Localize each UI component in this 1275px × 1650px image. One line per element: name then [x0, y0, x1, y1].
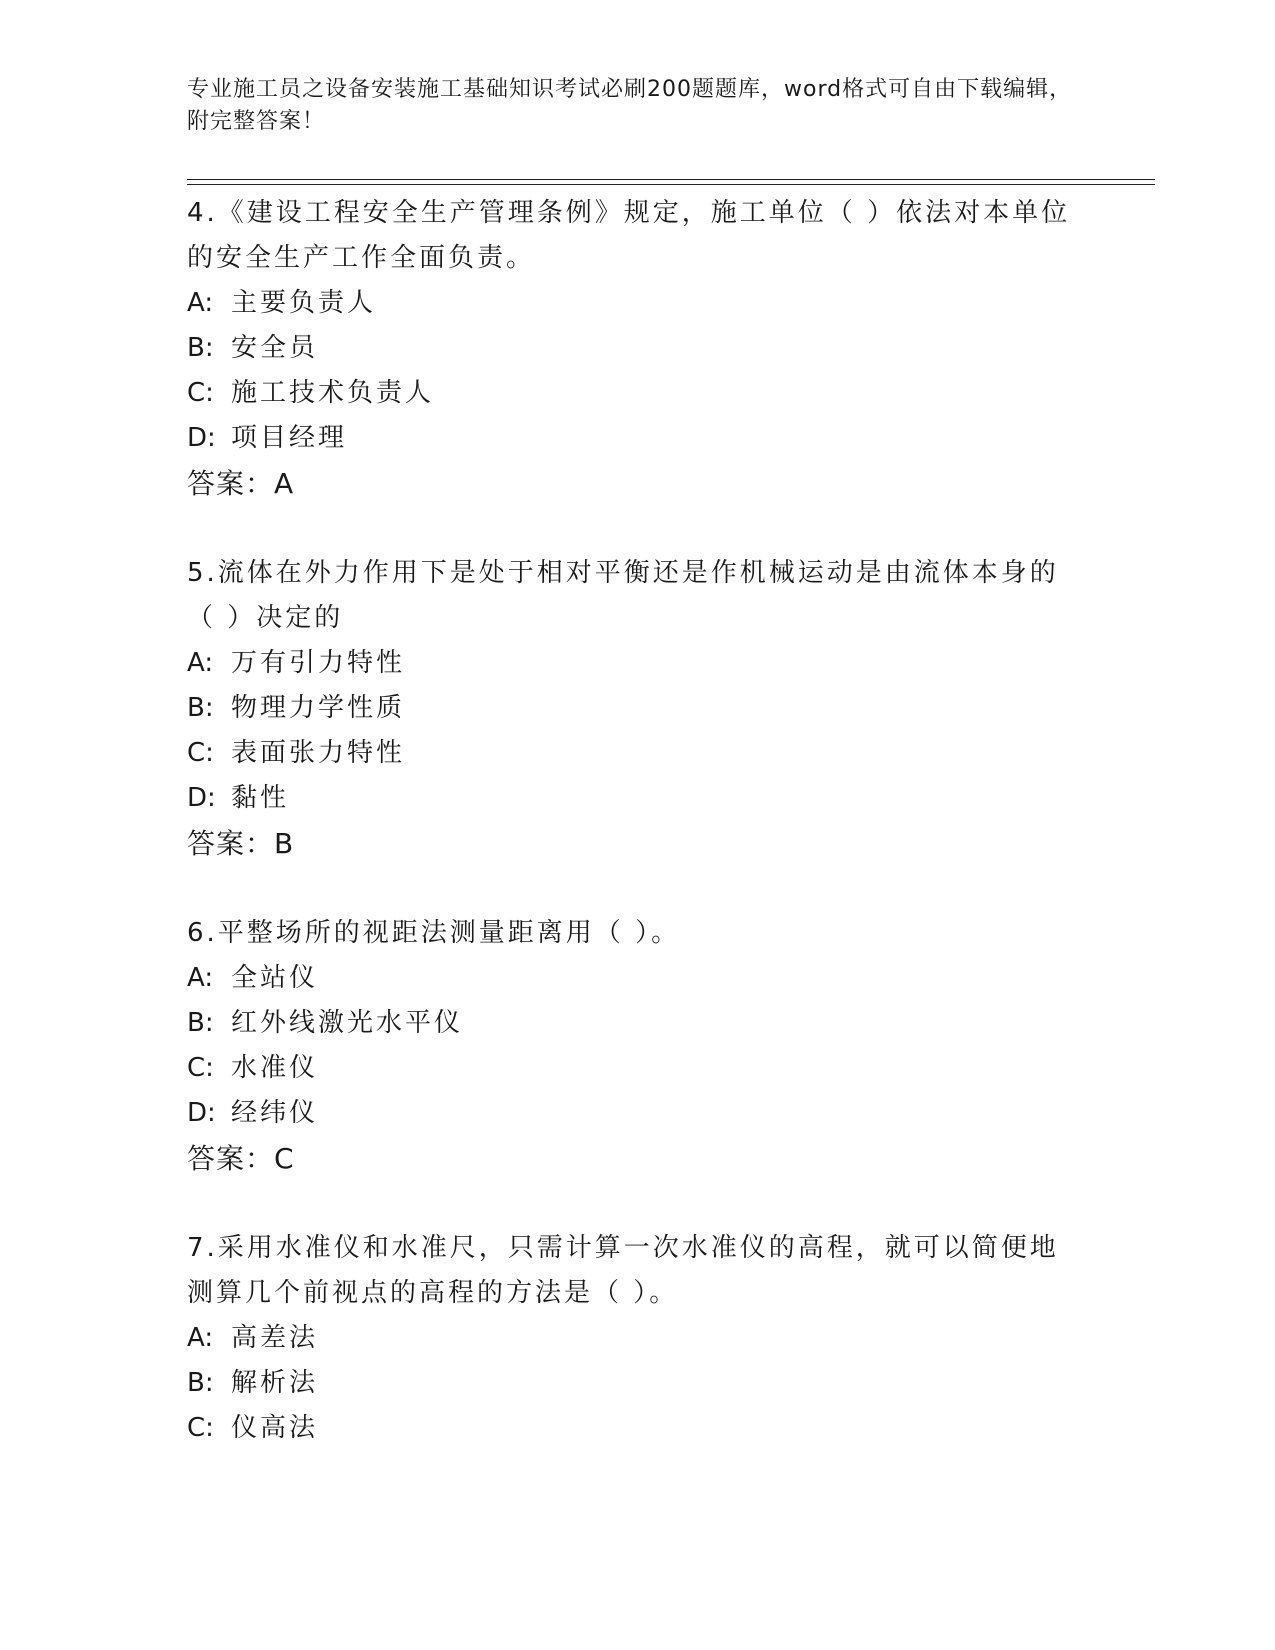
- answer: 答案：B: [187, 827, 295, 860]
- option-letter: A:: [187, 288, 214, 318]
- option-letter: C:: [187, 738, 214, 768]
- question-stem: 7.采用水准仪和水准尺，只需计算一次水准仪的高程，就可以简便地测算几个前视点的高程的方法是（ ）。: [187, 1233, 1059, 1308]
- option-letter: D:: [187, 423, 216, 453]
- option-letter: D:: [187, 1098, 216, 1128]
- option-c: [187, 731, 1087, 776]
- option-c: [187, 1046, 1087, 1091]
- question-6: [187, 911, 1087, 1181]
- option-letter: B:: [187, 1008, 214, 1038]
- question-list: [187, 191, 1087, 1496]
- question-stem: 5.流体在外力作用下是处于相对平衡还是作机械运动是由流体本身的（ ）决定的: [187, 558, 1059, 633]
- option-text: 仪高法: [231, 1413, 319, 1443]
- answer: 答案：A: [187, 467, 295, 500]
- option-d: [187, 776, 1087, 821]
- option-text: 解析法: [231, 1368, 319, 1398]
- option-letter: B:: [187, 1368, 214, 1398]
- option-text: 水准仪: [231, 1053, 319, 1083]
- option-text: 全站仪: [231, 963, 319, 993]
- question-stem: 4.《建设工程安全生产管理条例》规定，施工单位（ ）依法对本单位的安全生产工作全面负责。: [187, 198, 1071, 273]
- option-text: 施工技术负责人: [231, 378, 435, 408]
- option-letter: B:: [187, 333, 214, 363]
- option-text: 经纬仪: [231, 1098, 319, 1128]
- option-letter: D:: [187, 783, 216, 813]
- header-rule-top: [187, 179, 1155, 180]
- document-header: 专业施工员之设备安装施工基础知识考试必刷200题题库，word格式可自由下载编辑，附完整答案！: [187, 77, 1073, 134]
- option-a: [187, 956, 1087, 1001]
- option-c: [187, 1406, 1087, 1451]
- option-b: [187, 326, 1087, 371]
- option-text: 主要负责人: [231, 288, 377, 318]
- option-letter: A:: [187, 648, 214, 678]
- option-letter: C:: [187, 1413, 214, 1443]
- option-text: 项目经理: [231, 423, 348, 453]
- option-text: 物理力学性质: [231, 693, 406, 723]
- option-text: 高差法: [231, 1323, 319, 1353]
- option-letter: C:: [187, 1053, 214, 1083]
- question-4: [187, 191, 1087, 506]
- question-stem: 6.平整场所的视距法测量距离用（ ）。: [187, 918, 681, 948]
- option-letter: C:: [187, 378, 214, 408]
- option-c: [187, 371, 1087, 416]
- option-b: [187, 686, 1087, 731]
- option-text: 万有引力特性: [231, 648, 406, 678]
- question-5: [187, 551, 1087, 866]
- option-a: [187, 641, 1087, 686]
- header-rule-bottom: [187, 184, 1155, 185]
- option-a: [187, 1316, 1087, 1361]
- option-letter: A:: [187, 963, 214, 993]
- option-text: 黏性: [231, 783, 290, 813]
- option-letter: B:: [187, 693, 214, 723]
- option-text: 安全员: [231, 333, 319, 363]
- answer: 答案：C: [187, 1142, 295, 1175]
- option-d: [187, 416, 1087, 461]
- option-text: 表面张力特性: [231, 738, 406, 768]
- option-d: [187, 1091, 1087, 1136]
- option-letter: A:: [187, 1323, 214, 1353]
- option-a: [187, 281, 1087, 326]
- option-text: 红外线激光水平仪: [231, 1008, 464, 1038]
- question-7: [187, 1226, 1087, 1451]
- option-b: [187, 1361, 1087, 1406]
- option-b: [187, 1001, 1087, 1046]
